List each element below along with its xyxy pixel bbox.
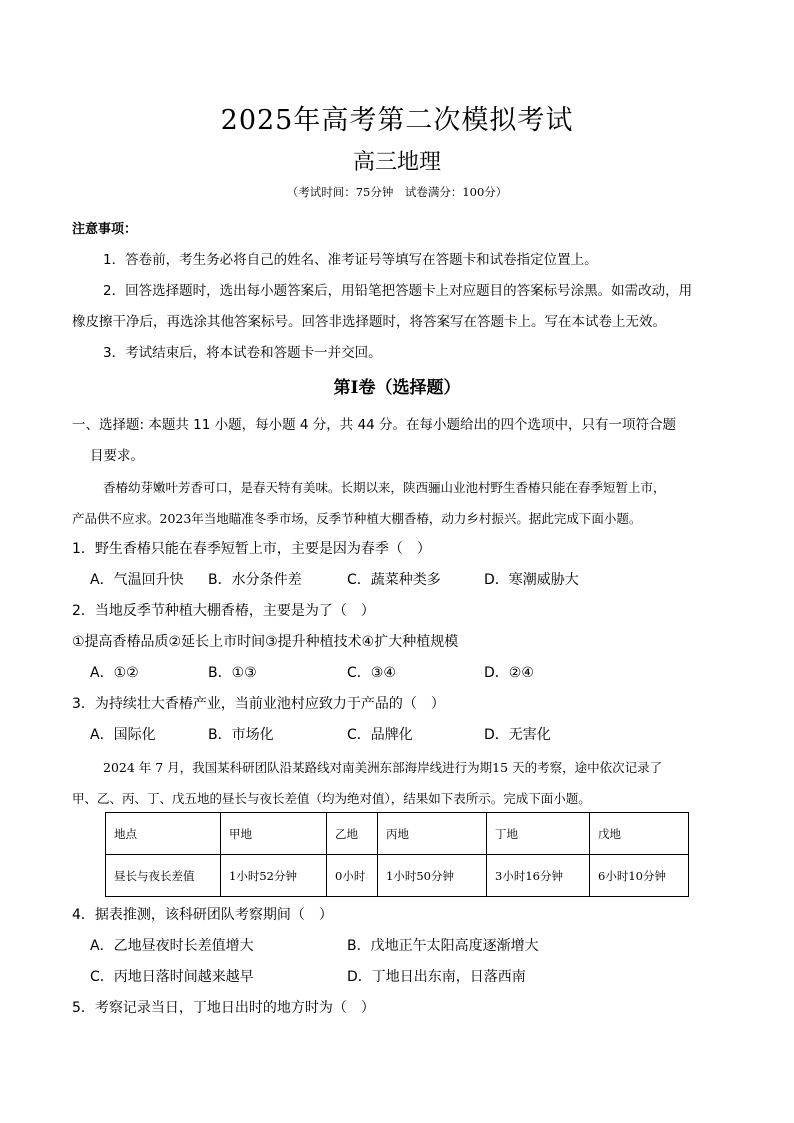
exam-note: （考试时间：75分钟 试卷满分：100分） — [286, 185, 508, 199]
subject-title: 高三地理 — [352, 150, 441, 175]
question-4-option-c: C．丙地日落时间越来越早 — [90, 969, 254, 985]
passage-1-line-2: 产品供不应求。2023年当地瞄准冬季市场，反季节种植大棚香椿，动力乡村振兴。据此完成下面小题。 — [72, 511, 642, 526]
question-2-choices: ①提高香椿品质②延长上市时间③提升种植技术④扩大种植规模 — [72, 634, 459, 650]
notice-item-3: 3．考试结束后，将本试卷和答题卡一并交回。 — [103, 345, 382, 361]
question-1-option-c: C．蔬菜种类多 — [347, 572, 441, 588]
question-1-option-a: A．气温回升快 — [90, 572, 184, 588]
question-2-stem: 2．当地反季节种植大棚香椿，主要是为了（ ） — [72, 603, 375, 619]
notice-heading: 注意事项： — [72, 222, 138, 237]
question-5-stem: 5．考察记录当日，丁地日出时的地方时为（ ） — [72, 1000, 375, 1016]
table-cell: 1小时50分钟 — [378, 855, 487, 897]
table-header-cell: 乙地 — [327, 813, 378, 855]
question-4-option-d: D．丁地日出东南，日落西南 — [347, 969, 526, 985]
question-3-option-d: D．无害化 — [484, 727, 551, 743]
question-4-option-a: A．乙地昼夜时长差值增大 — [90, 938, 254, 954]
exam-title: 2025年高考第二次模拟考试 — [220, 105, 574, 136]
question-4-option-b: B．戊地正午太阳高度逐渐增大 — [347, 938, 539, 954]
table-cell: 6小时10分钟 — [590, 855, 689, 897]
question-1-option-d: D．寒潮威胁大 — [484, 572, 579, 588]
table-header-row — [106, 813, 689, 855]
passage-2-line-2: 甲、乙、丙、丁、戊五地的昼长与夜长差值（均为绝对值），结果如下表所示。完成下面小题。 — [72, 791, 591, 806]
question-2-option-b: B．①③ — [208, 665, 257, 681]
question-3-option-c: C．品牌化 — [347, 727, 413, 743]
notice-item-2-line-2: 橡皮擦干净后，再选涂其他答案标号。回答非选择题时，将答案写在答题卡上。写在本试卷上无效。 — [72, 314, 666, 330]
question-2-option-d: D．②④ — [484, 665, 534, 681]
passage-1-line-1: 香椿幼芽嫩叶芳香可口，是春天特有美味。长期以来，陕西骊山业池村野生香椿只能在春季短暂上市， — [103, 480, 666, 495]
question-3-option-a: A．国际化 — [90, 727, 156, 743]
table-header-cell: 丁地 — [487, 813, 590, 855]
table-cell: 昼长与夜长差值 — [106, 855, 221, 897]
section-instruction-line-2: 目要求。 — [90, 448, 144, 464]
question-3-option-b: B．市场化 — [208, 727, 274, 743]
table-cell: 1小时52分钟 — [221, 855, 327, 897]
passage-2-line-1: 2024 年 7 月，我国某科研团队沿某路线对南美洲东部海岸线进行为期15 天的考察，途中依次记录了 — [103, 760, 663, 775]
notice-item-2-line-1: 2．回答选择题时，选出每小题答案后，用铅笔把答题卡上对应题目的答案标号涂黑。如需改动，用 — [103, 283, 693, 299]
question-1-stem: 1．野生香椿只能在春季短暂上市，主要是因为春季（ ） — [72, 541, 431, 557]
question-1-option-b: B．水分条件差 — [208, 572, 302, 588]
table-cell: 0小时 — [327, 855, 378, 897]
table-header-cell: 地点 — [106, 813, 221, 855]
section-title: 第Ⅰ卷（选择题） — [333, 378, 461, 398]
notice-item-1: 1．答卷前，考生务必将自己的姓名、准考证号等填写在答题卡和试卷指定位置上。 — [103, 252, 598, 268]
day-night-table — [105, 812, 689, 897]
table-header-cell: 甲地 — [221, 813, 327, 855]
table-cell: 3小时16分钟 — [487, 855, 590, 897]
table-row — [106, 855, 689, 897]
question-2-option-a: A．①② — [90, 665, 139, 681]
table-header-cell: 丙地 — [378, 813, 487, 855]
section-instruction-line-1: 一、选择题: 本题共 11 小题，每小题 4 分，共 44 分。在每小题给出的四个选项中，只有一项符合题 — [72, 417, 677, 433]
question-4-stem: 4．据表推测，该科研团队考察期间（ ） — [72, 907, 333, 923]
table-header-cell: 戊地 — [590, 813, 689, 855]
question-3-stem: 3．为持续壮大香椿产业，当前业池村应致力于产品的（ ） — [72, 696, 445, 712]
question-2-option-c: C．③④ — [347, 665, 396, 681]
